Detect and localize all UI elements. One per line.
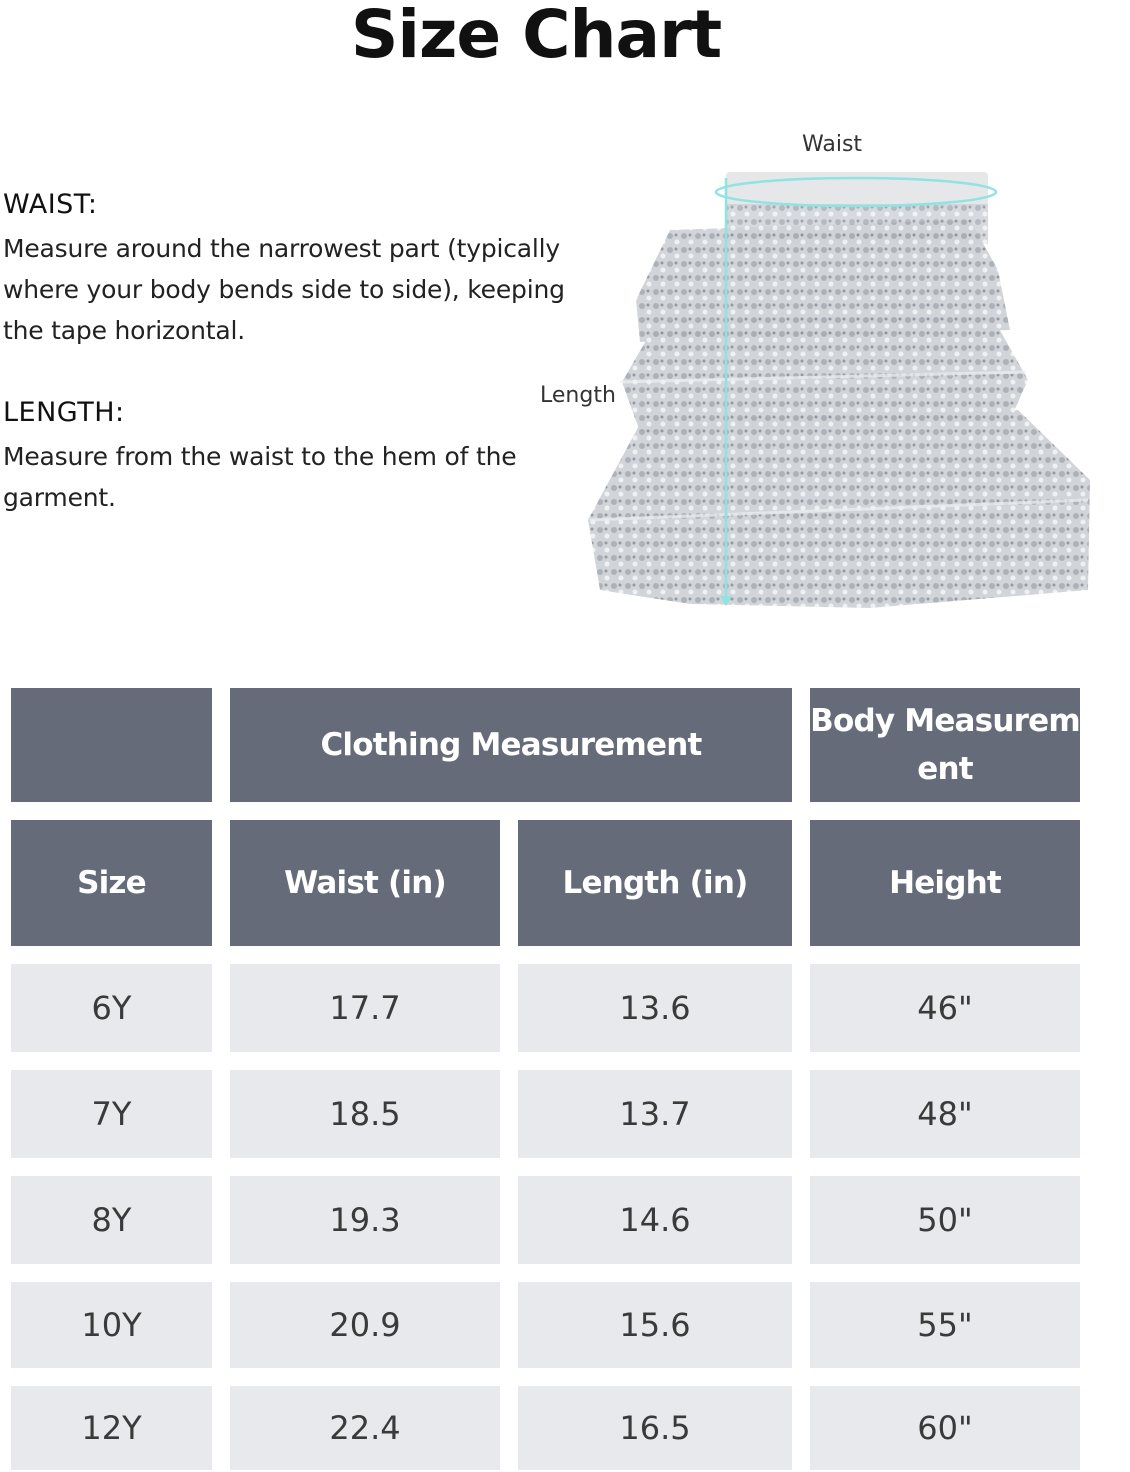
skirt-shape	[588, 220, 1090, 608]
table-cell: 13.7	[518, 1070, 792, 1158]
table-cell: 16.5	[518, 1386, 792, 1470]
table-cell: 18.5	[230, 1070, 500, 1158]
table-cell: 46"	[810, 964, 1080, 1052]
body-measurement-line2: ent	[917, 751, 973, 787]
length-heading: LENGTH:	[3, 397, 125, 428]
page-title: Size Chart	[350, 0, 722, 73]
table-cell: 22.4	[230, 1386, 500, 1470]
column-header-height: Height	[810, 820, 1080, 946]
skirt-diagram	[540, 120, 1130, 620]
length-description: Measure from the waist to the hem of the garment.	[3, 442, 517, 512]
table-cell: 55"	[810, 1282, 1080, 1368]
table-cell: 19.3	[230, 1176, 500, 1264]
waist-description: Measure around the narrowest part (typically where your body bends side to side), keeping the tape horizontal.	[3, 234, 565, 345]
column-header-length: Length (in)	[518, 820, 792, 946]
body-measurement-line1: Body Measurem	[810, 703, 1080, 739]
length-instructions	[3, 396, 563, 518]
table-cell: 17.7	[230, 964, 500, 1052]
table-cell: 6Y	[11, 964, 212, 1052]
skirt-illustration	[540, 120, 1130, 620]
table-cell: 60"	[810, 1386, 1080, 1470]
table-cell: 10Y	[11, 1282, 212, 1368]
waist-instructions	[3, 188, 603, 351]
waist-heading: WAIST:	[3, 189, 98, 220]
table-cell: 15.6	[518, 1282, 792, 1368]
column-header-waist: Waist (in)	[230, 820, 500, 946]
header-clothing-measurement: Clothing Measurement	[230, 688, 792, 802]
waist-label: Waist	[802, 132, 863, 157]
table-cell: 14.6	[518, 1176, 792, 1264]
length-label: Length	[540, 383, 616, 408]
table-cell: 7Y	[11, 1070, 212, 1158]
table-cell: 13.6	[518, 964, 792, 1052]
header-body-measurement	[810, 688, 1080, 802]
header-blank	[11, 688, 212, 802]
table-cell: 48"	[810, 1070, 1080, 1158]
table-cell: 20.9	[230, 1282, 500, 1368]
table-cell: 12Y	[11, 1386, 212, 1470]
table-cell: 50"	[810, 1176, 1080, 1264]
table-cell: 8Y	[11, 1176, 212, 1264]
column-header-size: Size	[11, 820, 212, 946]
